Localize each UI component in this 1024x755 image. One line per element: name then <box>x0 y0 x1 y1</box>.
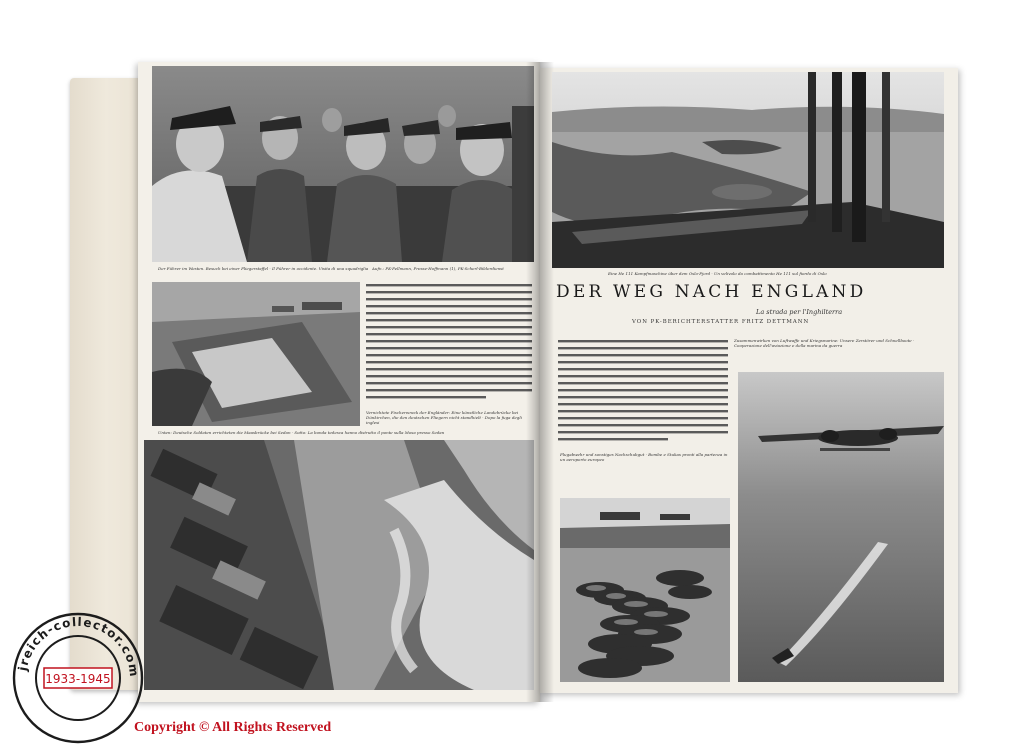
caption-soldiers: Der Führer im Westen. Besuch bei einer Fliegerstaffel · Il Führer in occidente. Visita di una squadriglia <box>158 266 368 271</box>
photo-bridge <box>152 282 360 426</box>
caption-fjord: Eine He 111 Kampfmaschine über dem Oslo-Fjord · Un velivolo da combattimento He 111 sul fiordo di Oslo <box>608 271 827 276</box>
article-byline: VON PK-BERICHTERSTATTER FRITZ DETTMANN <box>632 319 810 325</box>
caption-soldiers-credit: Aufn.: PK-Fellmann, Presse-Hoffmann (1), PK-Scherl-Bilderdienst <box>372 266 504 271</box>
caption-plane: Zusammenwirken von Luftwaffe und Kriegsmarine: Unsere Zerstörer und Schnellboote · Cooperazione dell'aviazione e della marina da guerra <box>734 338 915 348</box>
photo-bombs <box>560 498 730 682</box>
book-gutter <box>526 62 554 702</box>
stamp-ring-text: jreich-collector.com <box>15 614 142 679</box>
article-subhead: La strada per l'Inghilterra <box>756 308 843 316</box>
article-headline: DER WEG NACH ENGLAND <box>556 282 867 302</box>
copyright-watermark: Copyright © All Rights Reserved <box>134 720 332 735</box>
photo-fjord <box>552 72 944 268</box>
caption-flyers-note: Vernichtete Fischerwrack der Engländer: Eine künstliche Landebrücke bei Dünkirchen, die den deutschen Fliegern nicht standhielt · Dopo la fuga degli inglesi <box>366 410 522 425</box>
article-text-right <box>558 338 728 444</box>
caption-bridge: Unten: Deutsche Soldaten errichteten die Maasbrücke bei Sedan · Sotto: La bonda tedesca hanno distrutto il ponte sulla Mosa presso Sedan <box>158 430 445 435</box>
article-text-left <box>366 282 532 406</box>
photo-plane-sea <box>738 372 944 682</box>
stamp-years: 1933-1945 <box>45 672 111 686</box>
caption-bombs: Flugabwehr und sonstiges Nachschubgut · Bombe e Stukas pronti alla partenza in un aeroporto europeo <box>560 452 728 462</box>
collector-stamp <box>8 608 148 748</box>
photo-aerial-city <box>144 440 534 690</box>
photo-soldiers <box>152 66 534 262</box>
